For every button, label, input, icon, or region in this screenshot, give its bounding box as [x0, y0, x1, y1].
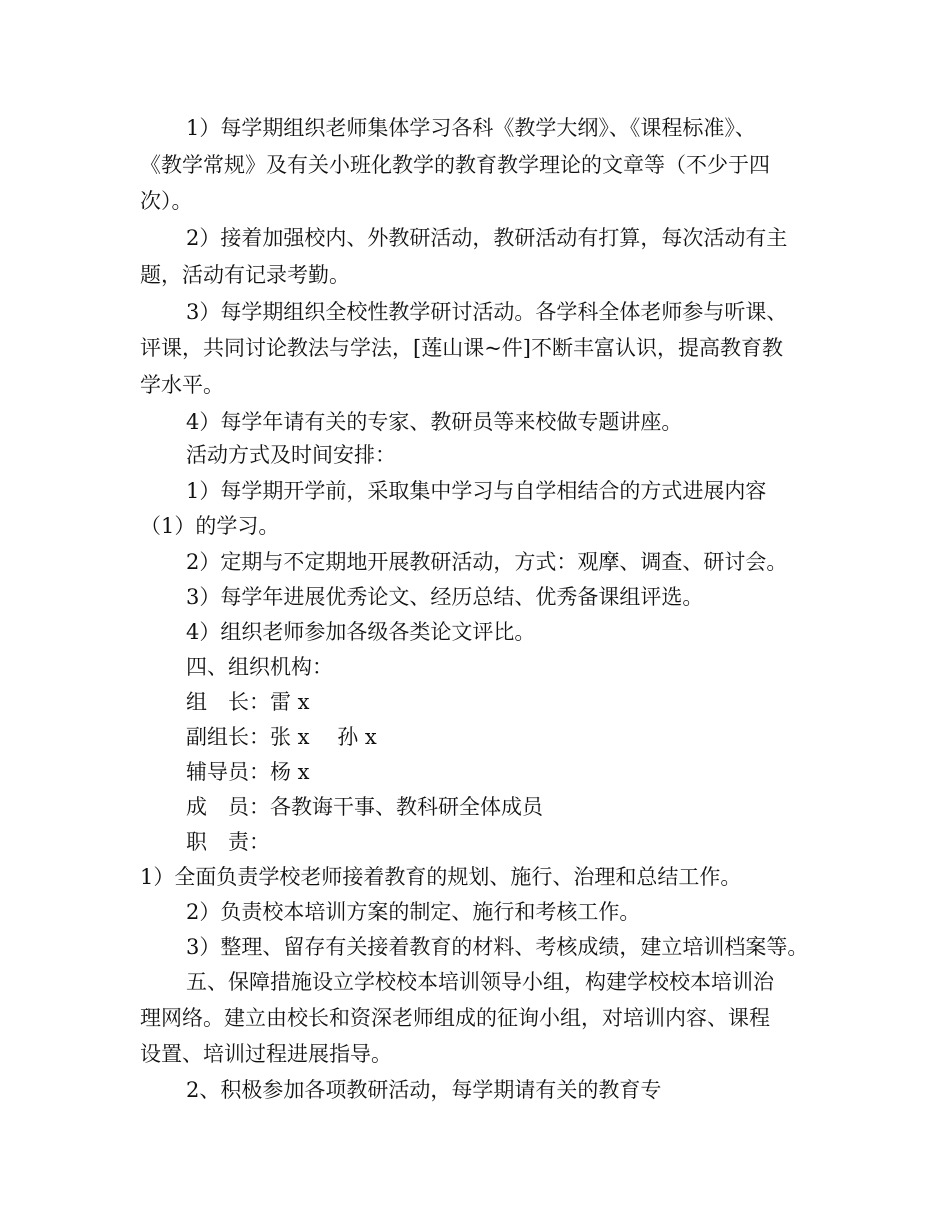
text-line: 理网络。建立由校长和资深老师组成的征询小组，对培训内容、课程: [140, 1006, 770, 1030]
text-line: 学水平。: [140, 373, 224, 397]
text-line: 职 责：: [186, 830, 270, 854]
text-line: 四、组织机构：: [186, 655, 333, 679]
text-line: 1）每学期开学前，采取集中学习与自学相结合的方式进展内容: [186, 479, 767, 503]
text-line: 2）接着加强校内、外教研活动，教研活动有打算，每次活动有主: [186, 226, 788, 250]
text-line: 3）每学年进展优秀论文、经历总结、优秀备课组评选。: [186, 585, 704, 609]
text-line: 活动方式及时间安排：: [186, 443, 396, 467]
text-line: 次）。: [140, 189, 193, 213]
text-line: 评课，共同讨论教法与学法，[莲山课~件]不断丰富认识，提高教育教: [140, 336, 783, 360]
text-line: 4）组织老师参加各级各类论文评比。: [186, 620, 536, 644]
text-line: （1）的学习。: [140, 514, 280, 538]
text-line: 1）全面负责学校老师接着教育的规划、施行、治理和总结工作。: [140, 865, 742, 889]
text-line: 组 长：雷 x: [186, 690, 310, 714]
text-line: 五、保障措施设立学校校本培训领导小组，构建学校校本培训治: [186, 970, 774, 994]
text-line: 3）每学期组织全校性教学研讨活动。各学科全体老师参与听课、: [186, 300, 788, 324]
text-line: 4）每学年请有关的专家、教研员等来校做专题讲座。: [186, 410, 683, 434]
text-line: 2）负责校本培训方案的制定、施行和考核工作。: [186, 900, 641, 924]
text-line: 题，活动有记录考勤。: [140, 263, 350, 287]
text-line: 《教学常规》及有关小班化教学的教育教学理论的文章等（不少于四: [140, 153, 770, 177]
text-line: 辅导员：杨 x: [186, 760, 310, 784]
text-line: 2、积极参加各项教研活动，每学期请有关的教育专: [186, 1078, 662, 1102]
text-line: 成 员：各教诲干事、教科研全体成员: [186, 795, 543, 819]
text-line: 3）整理、留存有关接着教育的材料、考核成绩，建立培训档案等。: [186, 935, 809, 959]
text-line: 1）每学期组织老师集体学习各科《教学大纲》、《课程标准》、: [186, 116, 756, 140]
text-line: 设置、培训过程进展指导。: [140, 1042, 392, 1066]
text-line: 副组长：张 x 孙 x: [186, 725, 377, 749]
text-line: 2）定期与不定期地开展教研活动，方式：观摩、调查、研讨会。: [186, 550, 788, 574]
